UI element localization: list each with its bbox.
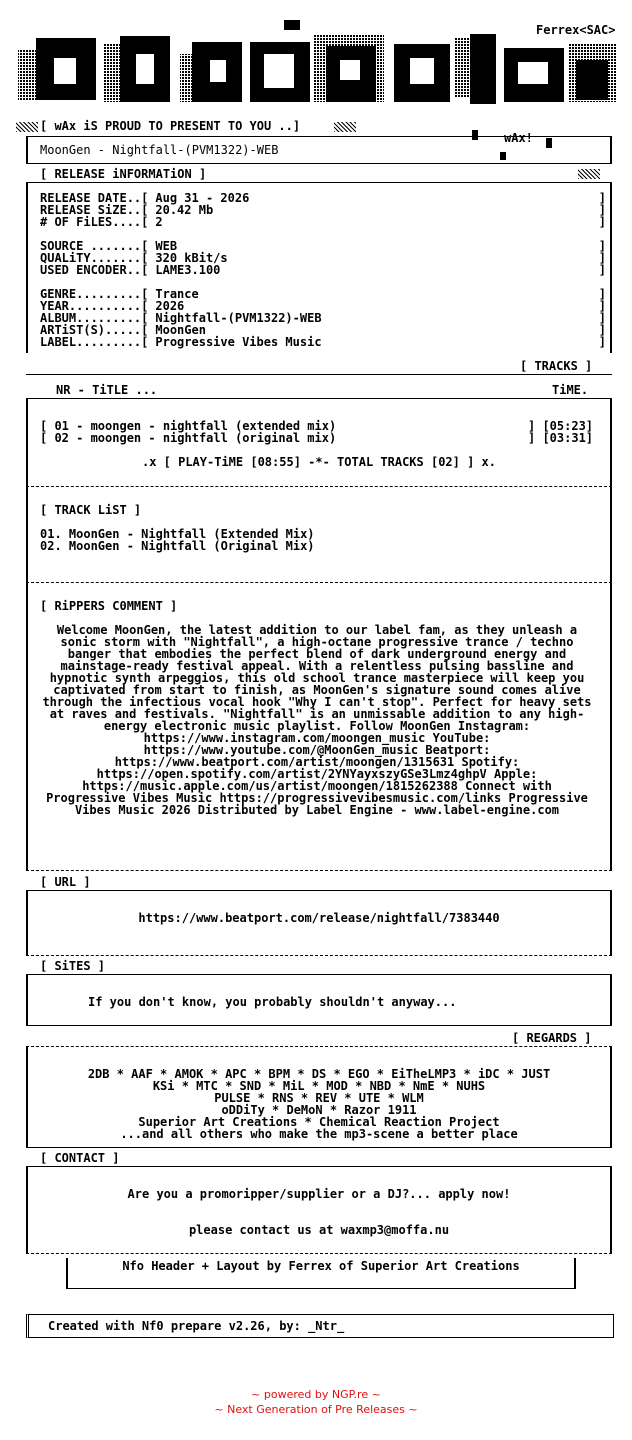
bracket-close: ] xyxy=(598,287,606,301)
contact-line-apply: Are you a promoripper/supplier or a DJ?... apply now! xyxy=(127,1187,511,1201)
hatch-decor xyxy=(334,122,356,132)
bracket-close: ] xyxy=(598,215,606,229)
sites-text: If you don't know, you probably shouldn't anyway... xyxy=(88,995,457,1009)
regards-line: KSi * MTC * SND * MiL * MOD * NBD * NmE * NUHS xyxy=(152,1079,486,1093)
bracket-close: ] xyxy=(598,263,606,277)
release-name: MoonGen - Nightfall-(PVM1322)-WEB xyxy=(40,143,279,157)
tracklist-title: [ TRACK LiST ] xyxy=(40,503,142,517)
url-title: [ URL ] xyxy=(40,875,91,889)
release-field-value: 2 xyxy=(155,215,163,229)
divider xyxy=(26,870,612,871)
bracket-close: ] xyxy=(598,323,606,337)
regards-line: ...and all others who make the mp3-scene a better place xyxy=(120,1127,518,1141)
release-field-value: 320 kBit/s xyxy=(155,251,228,265)
release-field-label: QUALiTY.......[ xyxy=(40,251,149,265)
contact-box xyxy=(26,1166,612,1254)
release-field-value: Nightfall-(PVM1322)-WEB xyxy=(155,311,322,325)
footer-tagline: ~ Next Generation of Pre Releases ~ xyxy=(214,1403,418,1416)
release-info-title: [ RELEASE iNFORMATiON ] xyxy=(40,167,207,181)
release-field-value: WEB xyxy=(155,239,178,253)
release-field-label: RELEASE DATE..[ xyxy=(40,191,149,205)
track-row xyxy=(40,432,336,444)
divider xyxy=(26,374,612,375)
release-field-value: Trance xyxy=(155,287,199,301)
sites-title: [ SiTES ] xyxy=(40,959,106,973)
release-field-label: YEAR..........[ xyxy=(40,299,149,313)
release-field-label: SOURCE .......[ xyxy=(40,239,149,253)
release-field-value: Progressive Vibes Music xyxy=(155,335,322,349)
tracks-col-nr: NR - TiTLE ... xyxy=(56,383,158,397)
wax-ascii-logo xyxy=(14,14,620,110)
tracks-title: [ TRACKS ] xyxy=(520,359,593,373)
release-field-label: ALBUM.........[ xyxy=(40,311,149,325)
present-text: [ wAx iS PROUD TO PRESENT TO YOU ..] xyxy=(40,119,301,133)
powered-by: ~ powered by NGP.re ~ xyxy=(251,1388,381,1401)
regards-line: 2DB * AAF * AMOK * APC * BPM * DS * EGO * EiTheLMP3 * iDC * JUST xyxy=(87,1067,551,1081)
logo-art xyxy=(14,14,620,110)
ascii-credit: Ferrex<SAC> xyxy=(536,23,616,37)
release-field-label: LABEL.........[ xyxy=(40,335,149,349)
release-field-row xyxy=(40,216,606,228)
contact-title: [ CONTACT ] xyxy=(40,1151,120,1165)
release-field-label: GENRE.........[ xyxy=(40,287,149,301)
bracket-close: ] xyxy=(598,239,606,253)
divider xyxy=(26,582,612,583)
track-title: [ 01 - moongen - nightfall (extended mix) xyxy=(40,419,337,433)
tracklist-item: 01. MoonGen - Nightfall (Extended Mix) xyxy=(40,527,315,541)
release-field-row xyxy=(40,264,606,276)
comment-text: Welcome MoonGen, the latest addition to our label fam, as they unleash a sonic storm with "Nightfall", a high-octane progressive trance / techno banger that embodies the perfect blend of dark underground energy and mainstage-ready festival appeal. With a relentless pulsing bassline and hypnotic synth arpeggios, this old school trance masterpiece will keep you captivated from start to finish, as MoonGen's signature sound comes alive through the infectious vocal hook "Why I can't stop". Perfect for heavy sets at raves and festivals. "Nightfall" is an unmissable addition to any high-energy electronic music playlist. Follow MoonGen Instagram: https://www.instagram.com/moongen_music YouTube: https://www.youtube.com/@MoonGen_music Beatport: https://www.beatport.com/artist/moongen/1315631 Spotify: https://open.spotify.com/artist/2YNYayxszyGSe3Lmz4ghpV Apple: https://music.apple.com/us/artist/moongen/1815262388 Connect with Progressive Vibes Music https://progressivevibesmusic.com/links Progressive Vibes Music 2026 Distributed by Label Engine - www.label-engine.com xyxy=(42,623,592,817)
wax-tag: wAx! xyxy=(504,131,533,145)
release-field-value: 20.42 Mb xyxy=(155,203,214,217)
regards-line: PULSE * RNS * REV * UTE * WLM xyxy=(214,1091,424,1105)
regards-line: Superior Art Creations * Chemical Reaction Project xyxy=(138,1115,500,1129)
comment-title: [ RiPPERS C0MMENT ] xyxy=(40,599,178,613)
bracket-close: ] xyxy=(598,311,606,325)
regards-title: [ REGARDS ] xyxy=(512,1031,592,1045)
created-with: Created with Nf0 prepare v2.26, by: _Ntr_ xyxy=(48,1319,345,1333)
hatch-decor xyxy=(578,169,600,179)
release-field-label: RELEASE SiZE..[ xyxy=(40,203,149,217)
layout-credit: Nfo Header + Layout by Ferrex of Superior Art Creations xyxy=(122,1259,520,1273)
contact-line-email: please contact us at waxmp3@moffa.nu xyxy=(188,1223,450,1237)
release-field-value: MoonGen xyxy=(155,323,206,337)
release-url-link[interactable]: https://www.beatport.com/release/nightfall/7383440 xyxy=(138,911,500,925)
release-field-value: Aug 31 - 2026 xyxy=(155,191,250,205)
hatch-decor xyxy=(16,122,38,132)
release-field-value: 2026 xyxy=(155,299,185,313)
divider xyxy=(26,486,612,487)
release-fields xyxy=(40,192,606,348)
release-field-label: USED ENCODER..[ xyxy=(40,263,149,277)
release-field-value: LAME3.100 xyxy=(155,263,221,277)
track-time: ] [05:23] xyxy=(528,419,594,433)
bracket-close: ] xyxy=(598,251,606,265)
tracklist-item: 02. MoonGen - Nightfall (Original Mix) xyxy=(40,539,315,553)
regards-line: oDDiTy * DeMoN * Razor 1911 xyxy=(221,1103,417,1117)
bracket-close: ] xyxy=(598,191,606,205)
release-field-label: ARTiST(S).....[ xyxy=(40,323,149,337)
tracks-col-time: TiME. xyxy=(552,383,589,397)
bracket-close: ] xyxy=(598,299,606,313)
release-field-row xyxy=(40,336,606,348)
track-time: ] [03:31] xyxy=(528,431,594,445)
track-title: [ 02 - moongen - nightfall (original mix) xyxy=(40,431,337,445)
release-field-label: # OF FiLES....[ xyxy=(40,215,149,229)
bracket-close: ] xyxy=(598,203,606,217)
bracket-close: ] xyxy=(598,335,606,349)
tracks-summary: .x [ PLAY-TiME [08:55] -*- TOTAL TRACKS [02] ] x. xyxy=(141,455,496,469)
